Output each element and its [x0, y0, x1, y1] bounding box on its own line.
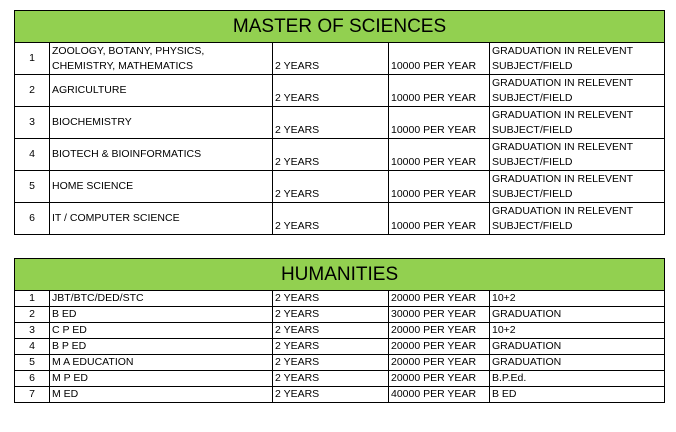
- fee-cell: 10000 PER YEAR: [389, 107, 490, 139]
- duration-cell: 2 YEARS: [273, 387, 389, 403]
- eligibility-cell: GRADUATION IN RELEVENT SUBJECT/FIELD: [490, 107, 665, 139]
- course-name-cell: BIOTECH & BIOINFORMATICS: [50, 139, 273, 171]
- row-number-cell: 3: [15, 323, 50, 339]
- course-name-cell: BIOCHEMISTRY: [50, 107, 273, 139]
- table-row: [15, 307, 665, 323]
- row-number-cell: 5: [15, 355, 50, 371]
- course-name-cell: AGRICULTURE: [50, 75, 273, 107]
- course-name-cell: JBT/BTC/DED/STC: [50, 291, 273, 307]
- master-of-sciences-table: [14, 10, 665, 235]
- humanities-table: [14, 258, 665, 403]
- row-number-cell: 5: [15, 171, 50, 203]
- course-name-cell: M ED: [50, 387, 273, 403]
- fee-cell: 30000 PER YEAR: [389, 307, 490, 323]
- course-name-cell: M A EDUCATION: [50, 355, 273, 371]
- eligibility-cell: GRADUATION IN RELEVENT SUBJECT/FIELD: [490, 75, 665, 107]
- table-row: [15, 387, 665, 403]
- row-number-cell: 7: [15, 387, 50, 403]
- course-name-cell: B ED: [50, 307, 273, 323]
- row-number-cell: 2: [15, 307, 50, 323]
- table-row: [15, 107, 665, 139]
- table-row: [15, 323, 665, 339]
- row-number-cell: 3: [15, 107, 50, 139]
- eligibility-cell: GRADUATION IN RELEVENT SUBJECT/FIELD: [490, 171, 665, 203]
- table-row: [15, 171, 665, 203]
- table-row: [15, 139, 665, 171]
- table-row: [15, 75, 665, 107]
- eligibility-cell: GRADUATION: [490, 307, 665, 323]
- duration-cell: 2 YEARS: [273, 203, 389, 235]
- duration-cell: 2 YEARS: [273, 291, 389, 307]
- duration-cell: 2 YEARS: [273, 339, 389, 355]
- fee-cell: 40000 PER YEAR: [389, 387, 490, 403]
- duration-cell: 2 YEARS: [273, 75, 389, 107]
- duration-cell: 2 YEARS: [273, 355, 389, 371]
- duration-cell: 2 YEARS: [273, 371, 389, 387]
- eligibility-cell: 10+2: [490, 291, 665, 307]
- fee-cell: 20000 PER YEAR: [389, 291, 490, 307]
- table-row: [15, 203, 665, 235]
- duration-cell: 2 YEARS: [273, 107, 389, 139]
- fee-cell: 20000 PER YEAR: [389, 323, 490, 339]
- section-title: MASTER OF SCIENCES: [15, 11, 665, 43]
- table-row: [15, 339, 665, 355]
- row-number-cell: 4: [15, 139, 50, 171]
- eligibility-cell: B.P.Ed.: [490, 371, 665, 387]
- duration-cell: 2 YEARS: [273, 139, 389, 171]
- course-name-cell: C P ED: [50, 323, 273, 339]
- duration-cell: 2 YEARS: [273, 43, 389, 75]
- course-name-cell: ZOOLOGY, BOTANY, PHYSICS, CHEMISTRY, MATHEMATICS: [50, 43, 273, 75]
- fee-cell: 10000 PER YEAR: [389, 75, 490, 107]
- row-number-cell: 2: [15, 75, 50, 107]
- course-name-cell: B P ED: [50, 339, 273, 355]
- duration-cell: 2 YEARS: [273, 307, 389, 323]
- fee-cell: 10000 PER YEAR: [389, 171, 490, 203]
- course-name-cell: IT / COMPUTER SCIENCE: [50, 203, 273, 235]
- table-row: [15, 291, 665, 307]
- eligibility-cell: GRADUATION: [490, 355, 665, 371]
- row-number-cell: 4: [15, 339, 50, 355]
- row-number-cell: 1: [15, 291, 50, 307]
- fee-cell: 20000 PER YEAR: [389, 371, 490, 387]
- eligibility-cell: GRADUATION: [490, 339, 665, 355]
- eligibility-cell: GRADUATION IN RELEVENT SUBJECT/FIELD: [490, 203, 665, 235]
- eligibility-cell: B ED: [490, 387, 665, 403]
- table-row: [15, 43, 665, 75]
- eligibility-cell: GRADUATION IN RELEVENT SUBJECT/FIELD: [490, 139, 665, 171]
- duration-cell: 2 YEARS: [273, 323, 389, 339]
- course-name-cell: HOME SCIENCE: [50, 171, 273, 203]
- fee-cell: 20000 PER YEAR: [389, 355, 490, 371]
- fee-cell: 10000 PER YEAR: [389, 43, 490, 75]
- table-row: [15, 355, 665, 371]
- row-number-cell: 6: [15, 371, 50, 387]
- eligibility-cell: 10+2: [490, 323, 665, 339]
- course-name-cell: M P ED: [50, 371, 273, 387]
- fee-cell: 20000 PER YEAR: [389, 339, 490, 355]
- row-number-cell: 1: [15, 43, 50, 75]
- section-title: HUMANITIES: [15, 259, 665, 291]
- table-row: [15, 371, 665, 387]
- fee-cell: 10000 PER YEAR: [389, 139, 490, 171]
- eligibility-cell: GRADUATION IN RELEVENT SUBJECT/FIELD: [490, 43, 665, 75]
- fee-cell: 10000 PER YEAR: [389, 203, 490, 235]
- row-number-cell: 6: [15, 203, 50, 235]
- duration-cell: 2 YEARS: [273, 171, 389, 203]
